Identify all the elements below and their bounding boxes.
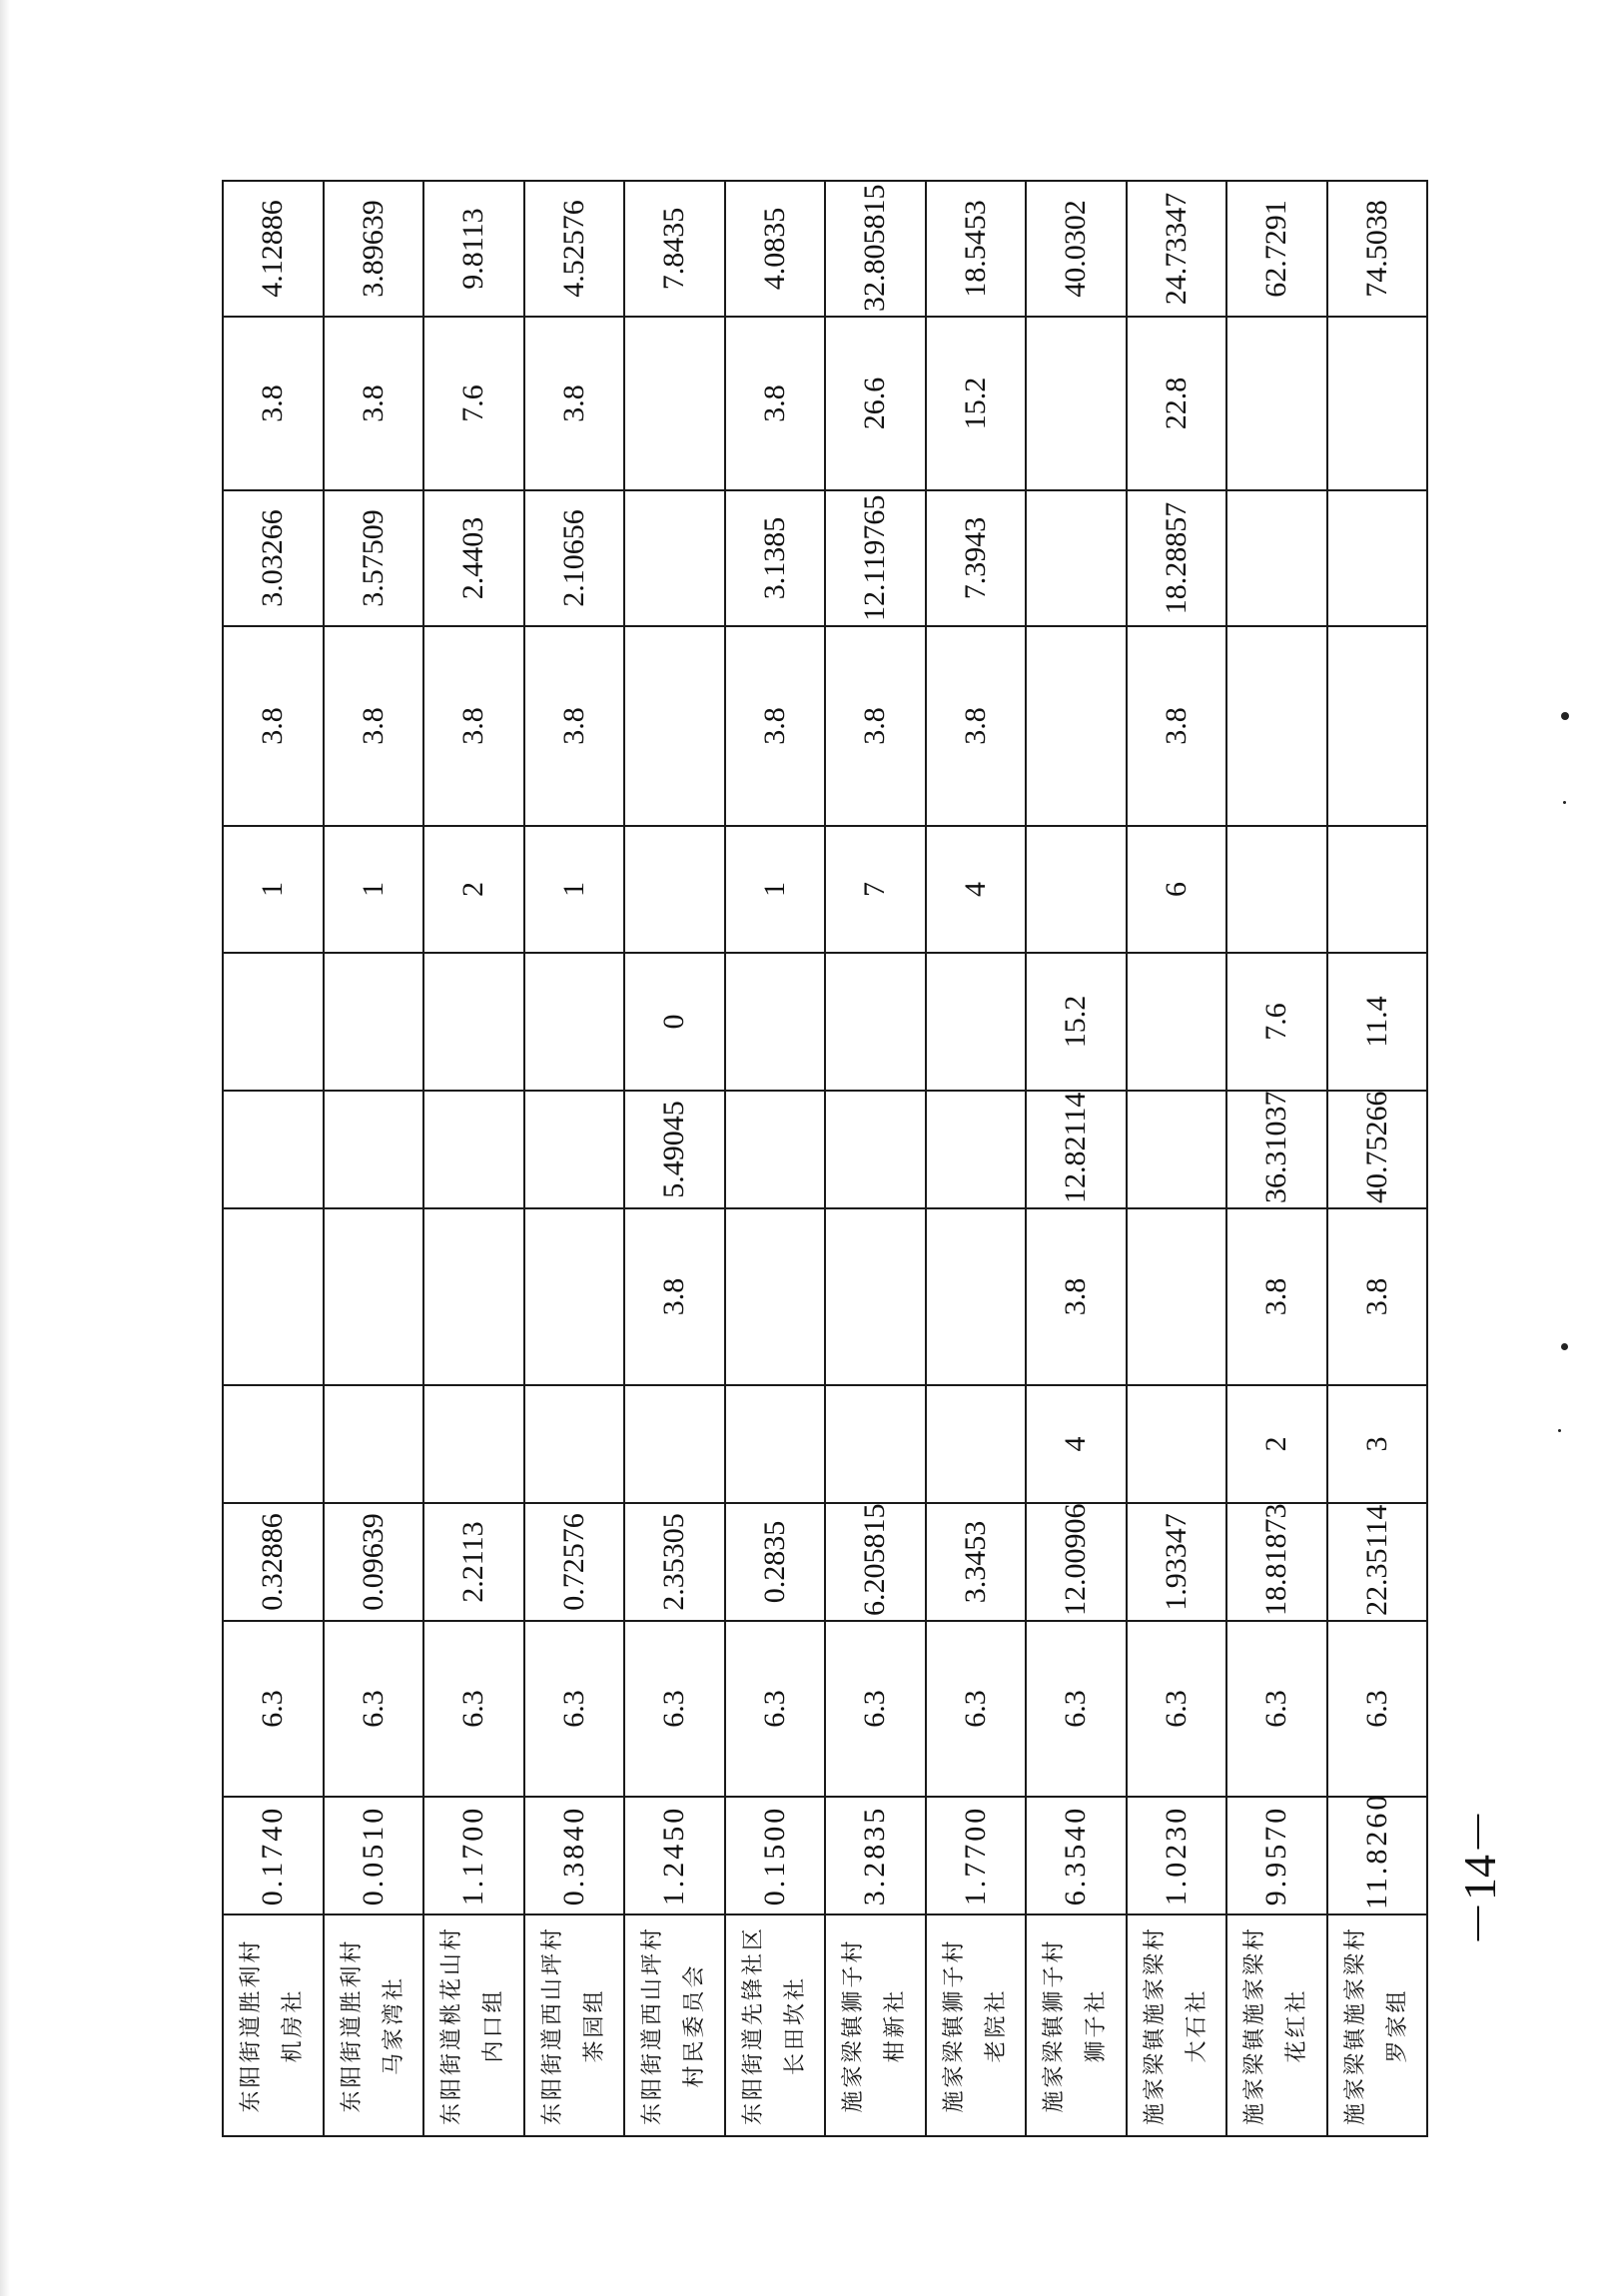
value-cell-c11: 3.8 [223,317,324,490]
area-cell: 3.2835 [825,1797,926,1914]
value-cell-c12: 4.12886 [223,181,324,317]
value-cell-c5 [725,1208,826,1385]
location-line-2: 茶园组 [581,1987,607,2063]
scan-speck [1561,712,1569,720]
location-line-1: 施家梁镇施家梁村 [1242,1925,1268,2126]
value-cell-c3: 2.2113 [423,1503,524,1621]
value-cell-c5 [423,1208,524,1385]
value-cell-c5 [1127,1208,1227,1385]
location-cell [223,1914,324,2136]
location-cell [624,1914,725,2136]
value-cell-c12: 4.0835 [725,181,826,317]
value-cell-c4 [324,1385,424,1503]
value-cell-c10 [624,490,725,626]
location-cell [324,1914,424,2136]
location-line-2: 长田坎社 [782,1975,808,2076]
value-cell-c10: 12.119765 [825,490,926,626]
location-cell [423,1914,524,2136]
value-cell-c9: 3.8 [926,626,1027,826]
value-cell-c3: 0.09639 [324,1503,424,1621]
table-row [524,181,625,2136]
value-cell-c12: 4.52576 [524,181,625,317]
table-row [223,181,324,2136]
value-cell-c11: 3.8 [524,317,625,490]
value-cell-c2: 6.3 [725,1621,826,1797]
value-cell-c11: 3.8 [324,317,424,490]
location-line-1: 施家梁镇狮子村 [1042,1937,1068,2113]
value-cell-c7: 11.4 [1327,953,1428,1091]
value-cell-c5: 3.8 [1226,1208,1327,1385]
area-cell: 11.8260 [1327,1797,1428,1914]
value-cell-c2: 6.3 [1327,1621,1428,1797]
value-cell-c10: 3.1385 [725,490,826,626]
value-cell-c3: 12.00906 [1026,1503,1127,1621]
value-cell-c6: 5.49045 [624,1091,725,1208]
area-cell: 1.7700 [926,1797,1027,1914]
location-cell [1026,1914,1127,2136]
value-cell-c4 [926,1385,1027,1503]
location-line-2: 老院社 [983,1987,1009,2063]
location-cell [825,1914,926,2136]
value-cell-c9 [1327,626,1428,826]
value-cell-c2: 6.3 [1226,1621,1327,1797]
value-cell-c8 [1226,826,1327,953]
value-cell-c8: 6 [1127,826,1227,953]
location-cell [926,1914,1027,2136]
value-cell-c12: 74.5038 [1327,181,1428,317]
value-cell-c10: 18.28857 [1127,490,1227,626]
value-cell-c9: 3.8 [423,626,524,826]
value-cell-c4 [1127,1385,1227,1503]
location-line-1: 东阳街道桃花山村 [439,1925,465,2126]
value-cell-c12: 18.5453 [926,181,1027,317]
value-cell-c8: 7 [825,826,926,953]
value-cell-c7: 7.6 [1226,953,1327,1091]
value-cell-c7 [825,953,926,1091]
value-cell-c9: 3.8 [825,626,926,826]
value-cell-c9: 3.8 [524,626,625,826]
value-cell-c11 [1026,317,1127,490]
location-line-1: 东阳街道胜利村 [239,1937,265,2113]
value-cell-c2: 6.3 [524,1621,625,1797]
location-line-2: 花红社 [1284,1987,1310,2063]
value-cell-c6 [1127,1091,1227,1208]
location-line-1: 施家梁镇狮子村 [941,1937,967,2113]
location-cell [1226,1914,1327,2136]
value-cell-c7: 0 [624,953,725,1091]
value-cell-c4 [524,1385,625,1503]
value-cell-c3: 2.35305 [624,1503,725,1621]
location-cell [1127,1914,1227,2136]
value-cell-c8: 2 [423,826,524,953]
scan-speck [1563,801,1566,804]
value-cell-c10 [1226,490,1327,626]
value-cell-c5 [324,1208,424,1385]
value-cell-c3: 0.2835 [725,1503,826,1621]
value-cell-c9 [624,626,725,826]
value-cell-c3: 18.81873 [1226,1503,1327,1621]
location-line-1: 东阳街道先锋社区 [740,1925,766,2126]
value-cell-c6 [725,1091,826,1208]
value-cell-c4 [223,1385,324,1503]
value-cell-c6: 40.75266 [1327,1091,1428,1208]
value-cell-c4: 3 [1327,1385,1428,1503]
area-cell: 6.3540 [1026,1797,1127,1914]
table-row [624,181,725,2136]
scan-speck [1561,1343,1568,1350]
value-cell-c6 [223,1091,324,1208]
location-line-1: 东阳街道胜利村 [339,1937,365,2113]
value-cell-c11 [1226,317,1327,490]
location-line-2: 机房社 [281,1987,307,2063]
value-cell-c10: 3.03266 [223,490,324,626]
value-cell-c5: 3.8 [1026,1208,1127,1385]
page-number: －14－ [1454,1809,1505,1946]
value-cell-c8: 4 [926,826,1027,953]
value-cell-c11 [624,317,725,490]
area-cell: 0.1740 [223,1797,324,1914]
table-row [825,181,926,2136]
value-cell-c3: 6.205815 [825,1503,926,1621]
value-cell-c7 [423,953,524,1091]
value-cell-c7 [223,953,324,1091]
value-cell-c5 [524,1208,625,1385]
area-cell: 0.1500 [725,1797,826,1914]
value-cell-c12: 40.0302 [1026,181,1127,317]
value-cell-c7 [725,953,826,1091]
value-cell-c3: 1.93347 [1127,1503,1227,1621]
location-line-1: 施家梁镇施家梁村 [1142,1925,1168,2126]
value-cell-c2: 6.3 [926,1621,1027,1797]
value-cell-c12: 9.8113 [423,181,524,317]
location-cell [1327,1914,1428,2136]
value-cell-c4 [423,1385,524,1503]
value-cell-c10 [1327,490,1428,626]
value-cell-c2: 6.3 [223,1621,324,1797]
value-cell-c12: 7.8435 [624,181,725,317]
value-cell-c6 [825,1091,926,1208]
location-line-1: 施家梁镇施家梁村 [1342,1925,1368,2126]
location-line-2: 大石社 [1184,1987,1209,2063]
location-line-2: 狮子社 [1084,1987,1110,2063]
area-cell: 9.9570 [1226,1797,1327,1914]
area-cell: 0.3840 [524,1797,625,1914]
value-cell-c6 [524,1091,625,1208]
value-cell-c8: 1 [725,826,826,953]
location-line-2: 罗家组 [1384,1987,1410,2063]
value-cell-c11 [1327,317,1428,490]
value-cell-c5 [223,1208,324,1385]
location-cell [524,1914,625,2136]
value-cell-c10: 2.10656 [524,490,625,626]
area-cell: 0.0510 [324,1797,424,1914]
compensation-table [222,180,1428,2137]
value-cell-c12: 24.73347 [1127,181,1227,317]
value-cell-c7 [324,953,424,1091]
area-cell: 1.0230 [1127,1797,1227,1914]
value-cell-c6 [324,1091,424,1208]
value-cell-c6: 12.82114 [1026,1091,1127,1208]
table-row [1327,181,1428,2136]
table-row [423,181,524,2136]
value-cell-c8 [1327,826,1428,953]
value-cell-c11: 26.6 [825,317,926,490]
table-row [725,181,826,2136]
value-cell-c4 [725,1385,826,1503]
table-row [324,181,424,2136]
value-cell-c6 [423,1091,524,1208]
area-cell: 1.2450 [624,1797,725,1914]
value-cell-c12: 32.805815 [825,181,926,317]
value-cell-c8 [1026,826,1127,953]
table-row [1026,181,1127,2136]
value-cell-c3: 0.72576 [524,1503,625,1621]
scan-speck [1558,1429,1561,1432]
value-cell-c11: 7.6 [423,317,524,490]
value-cell-c3: 0.32886 [223,1503,324,1621]
value-cell-c7: 15.2 [1026,953,1127,1091]
table-row [1226,181,1327,2136]
value-cell-c2: 6.3 [825,1621,926,1797]
location-line-1: 施家梁镇狮子村 [841,1937,867,2113]
location-line-2: 柑新社 [883,1987,909,2063]
value-cell-c9: 3.8 [324,626,424,826]
value-cell-c9 [1226,626,1327,826]
value-cell-c12: 3.89639 [324,181,424,317]
location-line-2: 马家湾社 [381,1975,406,2076]
value-cell-c4 [825,1385,926,1503]
rotated-table-container [222,180,1428,2137]
value-cell-c4: 2 [1226,1385,1327,1503]
value-cell-c6: 36.31037 [1226,1091,1327,1208]
table-row [926,181,1027,2136]
location-line-2: 村民委员会 [682,1962,708,2088]
location-line-1: 东阳街道西山坪村 [539,1925,565,2126]
value-cell-c7 [524,953,625,1091]
value-cell-c5: 3.8 [624,1208,725,1385]
value-cell-c10: 2.4403 [423,490,524,626]
value-cell-c11: 22.8 [1127,317,1227,490]
value-cell-c11: 15.2 [926,317,1027,490]
value-cell-c2: 6.3 [1026,1621,1127,1797]
value-cell-c5: 3.8 [1327,1208,1428,1385]
value-cell-c2: 6.3 [324,1621,424,1797]
scan-edge [0,0,10,2296]
value-cell-c4: 4 [1026,1385,1127,1503]
value-cell-c3: 22.35114 [1327,1503,1428,1621]
value-cell-c7 [926,953,1027,1091]
value-cell-c7 [1127,953,1227,1091]
value-cell-c5 [825,1208,926,1385]
area-cell: 1.1700 [423,1797,524,1914]
value-cell-c8: 1 [223,826,324,953]
value-cell-c10: 7.3943 [926,490,1027,626]
value-cell-c11: 3.8 [725,317,826,490]
value-cell-c4 [624,1385,725,1503]
value-cell-c9: 3.8 [1127,626,1227,826]
value-cell-c8: 1 [324,826,424,953]
value-cell-c2: 6.3 [624,1621,725,1797]
location-line-2: 内口组 [481,1987,507,2063]
location-line-1: 东阳街道西山坪村 [640,1925,666,2126]
value-cell-c3: 3.3453 [926,1503,1027,1621]
value-cell-c6 [926,1091,1027,1208]
value-cell-c10: 3.57509 [324,490,424,626]
value-cell-c8 [624,826,725,953]
value-cell-c9: 3.8 [725,626,826,826]
value-cell-c2: 6.3 [1127,1621,1227,1797]
value-cell-c8: 1 [524,826,625,953]
table-row [1127,181,1227,2136]
value-cell-c9 [1026,626,1127,826]
value-cell-c10 [1026,490,1127,626]
value-cell-c2: 6.3 [423,1621,524,1797]
value-cell-c5 [926,1208,1027,1385]
value-cell-c12: 62.7291 [1226,181,1327,317]
value-cell-c9: 3.8 [223,626,324,826]
location-cell [725,1914,826,2136]
